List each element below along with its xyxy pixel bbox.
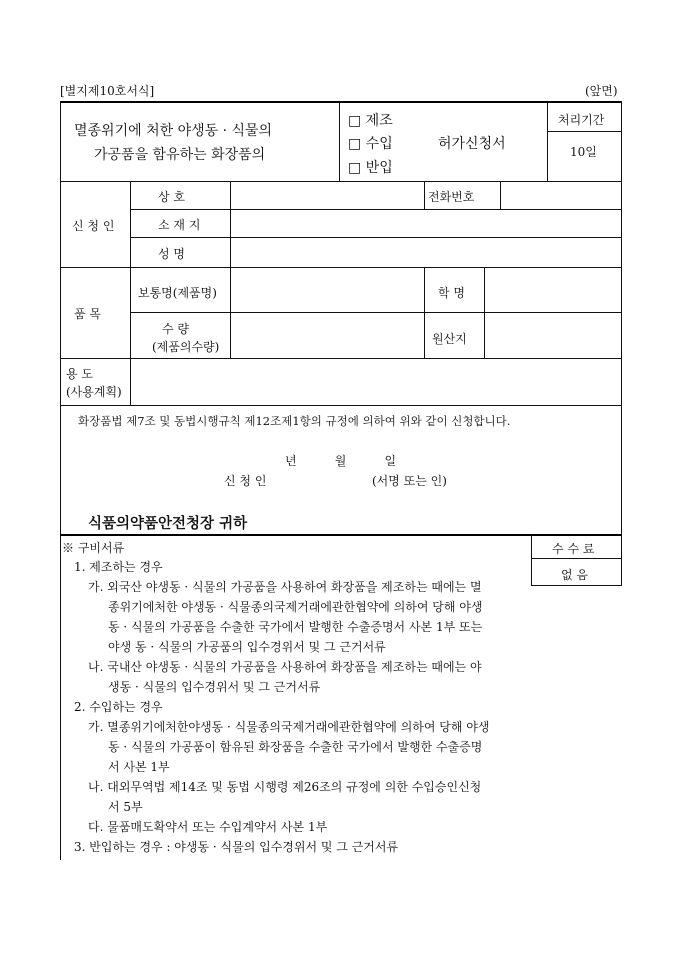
declaration-text: 화장품법 제7조 및 동법시행규칙 제12조제1항의 규정에 의하여 위와 같이 신청합니다. bbox=[78, 414, 511, 428]
docs-line: 가. 외국산 야생동 · 식물의 가공품을 사용하여 화장품을 제조하는 때에는 멸 bbox=[88, 580, 482, 594]
fee-label: 수 수 료 bbox=[552, 542, 595, 556]
docs-line: 나. 국내산 야생동 · 식물의 가공품을 사용하여 화장품을 제조하는 때에는 야 bbox=[88, 660, 482, 674]
quantity-label: 수 량 bbox=[162, 322, 189, 336]
required-docs-title: ※ 구비서류 bbox=[62, 541, 125, 555]
docs-line: 나. 대외무역법 제14조 및 동법 시행령 제26조의 규정에 의한 수입승인신청 bbox=[88, 780, 482, 794]
docs-line: 가. 멸종위기에처한야생동 · 식물종의국제거래에관한협약에 의하여 당해 야생 bbox=[88, 720, 490, 734]
signer-label: 신 청 인 bbox=[224, 474, 267, 488]
processing-period-label: 처리기간 bbox=[558, 113, 605, 127]
quantity-field[interactable] bbox=[231, 313, 423, 358]
docs-line: 동 · 식물의 가공품을 수출한 국가에서 발행한 수출증명서 사본 1부 또는 bbox=[108, 620, 483, 634]
address-label: 소 재 지 bbox=[158, 218, 201, 232]
title-line-2: 가공품을 함유하는 화장품의 bbox=[94, 147, 266, 163]
common-name-label: 보통명(제품명) bbox=[138, 286, 217, 300]
title-line-1: 멸종위기에 처한 야생동 · 식물의 bbox=[74, 123, 273, 139]
name-label: 성 명 bbox=[158, 247, 185, 261]
option-import[interactable]: □ 수입 bbox=[348, 136, 393, 152]
scientific-name-label: 학 명 bbox=[438, 286, 465, 300]
phone-label: 전화번호 bbox=[428, 190, 475, 204]
usage-field[interactable] bbox=[131, 359, 621, 405]
item-label: 품 목 bbox=[74, 307, 101, 321]
processing-period-value: 10일 bbox=[570, 145, 597, 159]
option-bring-in[interactable]: □ 반입 bbox=[348, 160, 393, 176]
form-number: [별지제10호서식] bbox=[60, 84, 155, 98]
common-name-field[interactable] bbox=[231, 268, 423, 312]
usage-sublabel: (사용계획) bbox=[66, 385, 122, 399]
page-side: (앞면) bbox=[585, 84, 618, 98]
origin-label: 원산지 bbox=[432, 332, 467, 346]
docs-line: 야생 동 · 식물의 가공품의 입수경위서 및 그 근거서류 bbox=[108, 640, 386, 654]
signature-field[interactable]: (서명 또는 인) bbox=[372, 474, 447, 488]
docs-line: 다. 물품매도확약서 또는 수입계약서 사본 1부 bbox=[88, 820, 328, 834]
quantity-sublabel: (제품의수량) bbox=[152, 340, 220, 354]
docs-line: 동 · 식물의 가공품이 함유된 화장품을 수출한 국가에서 발행한 수출증명 bbox=[108, 740, 483, 754]
docs-line: 2. 수입하는 경우 bbox=[74, 700, 163, 714]
application-date: 년 월 일 bbox=[285, 454, 397, 468]
docs-line: 서 사본 1부 bbox=[108, 760, 170, 774]
phone-field[interactable] bbox=[501, 182, 621, 209]
application-title: 허가신청서 bbox=[438, 136, 506, 152]
option-manufacture[interactable]: □ 제조 bbox=[348, 113, 393, 129]
docs-line: 서 5부 bbox=[108, 800, 143, 814]
docs-line: 1. 제조하는 경우 bbox=[74, 560, 163, 574]
fee-value: 없 음 bbox=[561, 568, 588, 582]
docs-line: 종위기에처한 야생동 · 식물종의국제거래에관한협약에 의하여 당해 야생 bbox=[108, 600, 483, 614]
origin-field[interactable] bbox=[485, 313, 621, 358]
scientific-name-field[interactable] bbox=[485, 268, 621, 312]
applicant-label: 신 청 인 bbox=[72, 219, 115, 233]
recipient: 식품의약품안전청장 귀하 bbox=[88, 515, 248, 532]
trade-name-field[interactable] bbox=[231, 182, 423, 209]
docs-line: 생동 · 식물의 입수경위서 및 그 근거서류 bbox=[108, 680, 321, 694]
usage-label: 용 도 bbox=[66, 367, 93, 381]
name-field[interactable] bbox=[231, 238, 621, 267]
docs-line: 3. 반입하는 경우 : 야생동 · 식물의 입수경위서 및 그 근거서류 bbox=[74, 840, 399, 854]
trade-name-label: 상 호 bbox=[158, 190, 185, 204]
address-field[interactable] bbox=[231, 210, 621, 237]
